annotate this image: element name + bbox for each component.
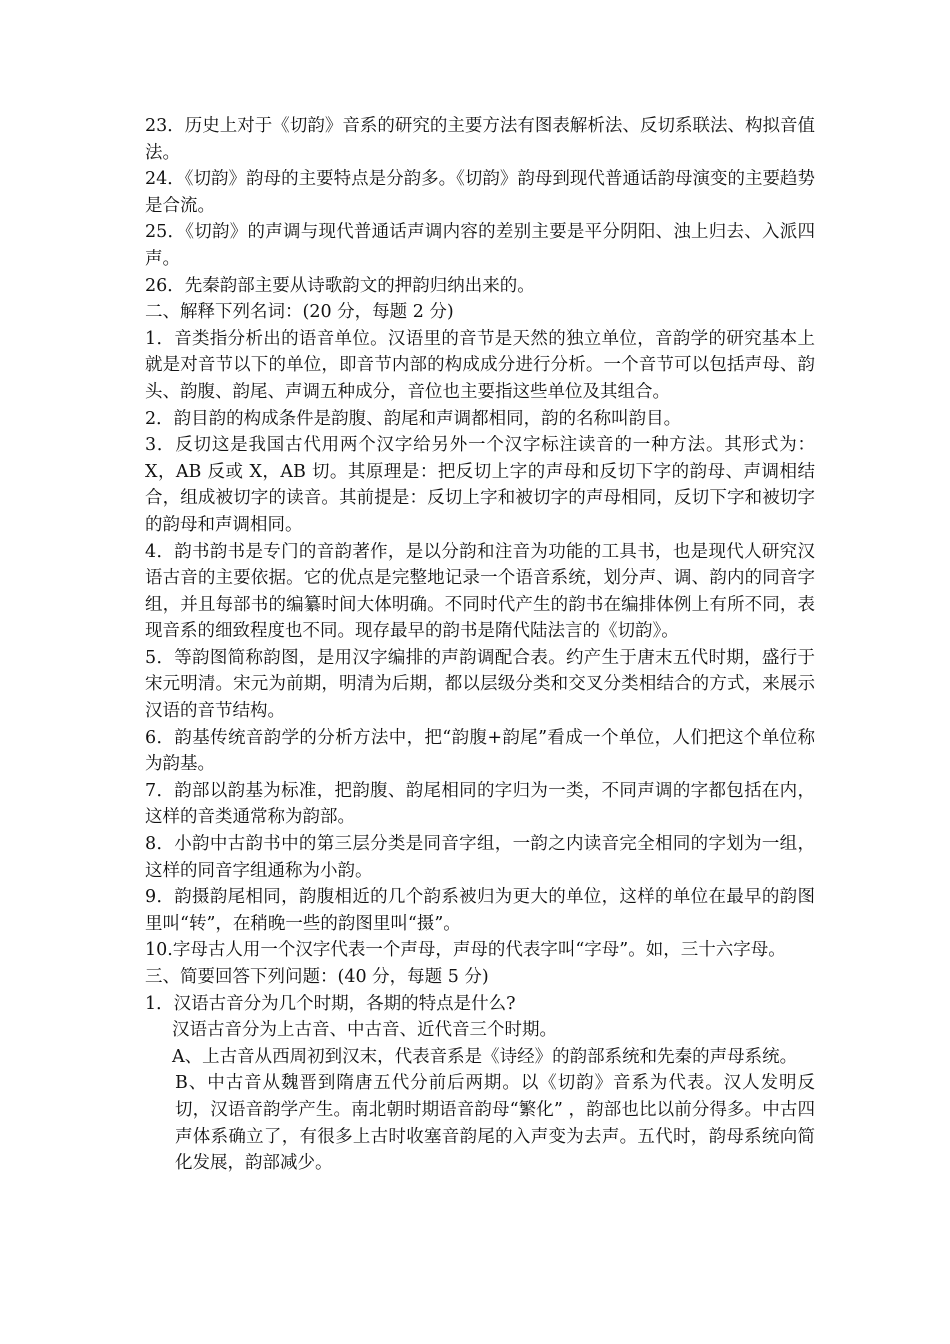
- answer-line-intro: 汉语古音分为上古音、中古音、近代音三个时期。: [172, 1020, 557, 1041]
- paragraph-23: 23．历史上对于《切韵》音系的研究的主要方法有图表解析法、反切系联法、构拟音值法。: [145, 116, 815, 163]
- term-8: 8．小韵中古韵书中的第三层分类是同音字组，一韵之内读音完全相同的字划为一组，这样的同音字组通称为小韵。: [145, 834, 815, 881]
- term-2: 2．韵目韵的构成条件是韵腹、韵尾和声调都相同，韵的名称叫韵目。: [145, 408, 682, 429]
- answer-line-b: B、中古音从魏晋到隋唐五代分前后两期。以《切韵》音系为代表。汉人发明反切，汉语音韵学产生。南北朝时期语音韵母“繁化” ，韵部也比以前分得多。中古四声体系确立了，有很多上古时收塞音韵尾的入声变为去声。五代时，韵母系统向简化发展，韵部减少。: [175, 1073, 815, 1174]
- term-1: 1．音类指分析出的语音单位。汉语里的音节是天然的独立单位，音韵学的研究基本上就是对音节以下的单位，即音节内部的构成成分进行分析。一个音节可以包括声母、韵头、韵腹、韵尾、声调五种成分，音位也主要指这些单位及其组合。: [145, 328, 815, 402]
- answer-line-a: A、上古音从西周初到汉末，代表音系是《诗经》的韵部系统和先秦的声母系统。: [172, 1046, 798, 1067]
- term-6: 6．韵基传统音韵学的分析方法中，把“韵腹+韵尾”看成一个单位，人们把这个单位称为韵基。: [145, 727, 815, 775]
- section-heading-3: 三、简要回答下列问题：(40 分，每题 5 分): [145, 967, 489, 987]
- paragraph-26: 26．先秦韵部主要从诗歌韵文的押韵归纳出来的。: [145, 275, 535, 296]
- document-page: [145, 113, 815, 1177]
- question-1: 1．汉语古音分为几个时期，各期的特点是什么?: [145, 993, 516, 1014]
- section-heading-2: 二、解释下列名词：(20 分，每题 2 分): [145, 302, 454, 323]
- term-4: 4．韵书韵书是专门的音韵著作，是以分韵和注音为功能的工具书，也是现代人研究汉语古音的主要依据。它的优点是完整地记录一个语音系统，划分声、调、韵内的同音字组，并且每部书的编纂时间大体明确。不同时代产生的韵书在编排体例上有所不同，表现音系的细致程度也不同。现存最早的韵书是隋代陆法言的《切韵》。: [145, 541, 815, 642]
- term-9: 9．韵摄韵尾相同，韵腹相近的几个韵系被归为更大的单位，这样的单位在最早的韵图里叫“转”，在稍晚一些的韵图里叫“摄”。: [145, 887, 815, 934]
- paragraph-24: 24．《切韵》韵母的主要特点是分韵多。《切韵》韵母到现代普通话韵母演变的主要趋势是合流。: [145, 169, 815, 216]
- paragraph-25: 25．《切韵》的声调与现代普通话声调内容的差别主要是平分阴阳、浊上归去、入派四声。: [145, 222, 815, 269]
- term-5: 5．等韵图简称韵图，是用汉字编排的声韵调配合表。约产生于唐末五代时期，盛行于宋元明清。宋元为前期，明清为后期，都以层级分类和交叉分类相结合的方式，来展示汉语的音节结构。: [145, 647, 815, 722]
- term-3: 3．反切这是我国古代用两个汉字给另外一个汉字标注读音的一种方法。其形式为：X，AB 反或 X，AB 切。其原理是：把反切上字的声母和反切下字的韵母、声调相结合，组成被切字的读音。其前提是：反切上字和被切字的声母相同，反切下字和被切字的韵母和声调相同。: [145, 435, 815, 535]
- term-10: 10.字母古人用一个汉字代表一个声母，声母的代表字叫“字母”。如，三十六字母。: [145, 940, 786, 961]
- term-7: 7．韵部以韵基为标准，把韵腹、韵尾相同的字归为一类，不同声调的字都包括在内，这样的音类通常称为韵部。: [145, 780, 815, 828]
